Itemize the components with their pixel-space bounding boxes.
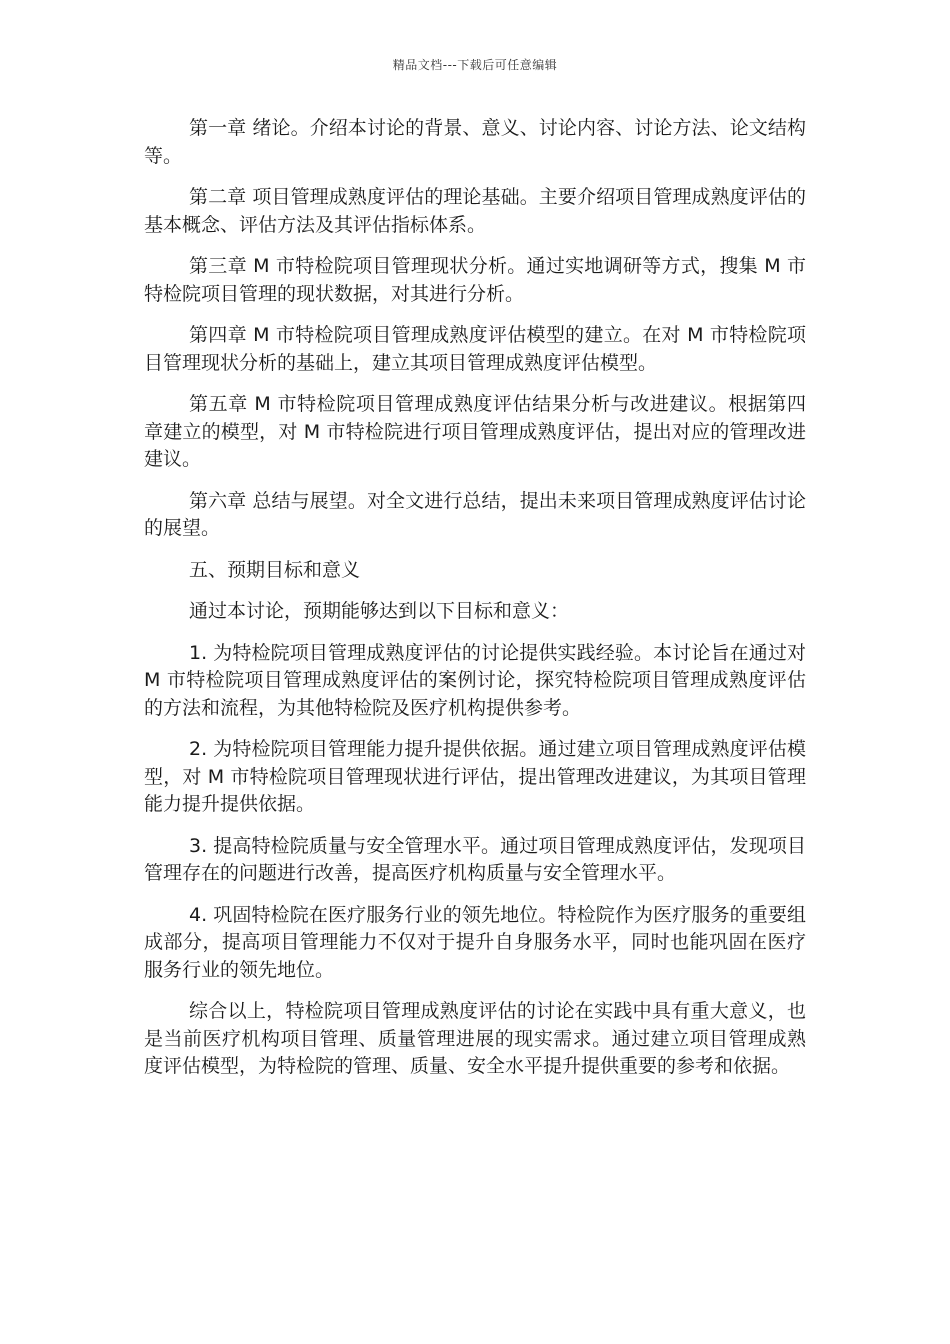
paragraph-chapter-5: 第五章 M 市特检院项目管理成熟度评估结果分析与改进建议。根据第四章建立的模型，对 M 市特检院进行项目管理成熟度评估，提出对应的管理改进建议。 (144, 393, 806, 470)
paragraph-chapter-2: 第二章 项目管理成熟度评估的理论基础。主要介绍项目管理成熟度评估的基本概念、评估方法及其评估指标体系。 (144, 186, 806, 236)
paragraph-chapter-1: 第一章 绪论。介绍本讨论的背景、意义、讨论内容、讨论方法、论文结构等。 (144, 117, 806, 167)
document-body (144, 115, 806, 1095)
paragraph-chapter-3: 第三章 M 市特检院项目管理现状分析。通过实地调研等方式，搜集 M 市特检院项目管理的现状数据，对其进行分析。 (144, 255, 806, 305)
paragraph-goal-2: 2. 为特检院项目管理能力提升提供依据。通过建立项目管理成熟度评估模型，对 M 市特检院项目管理现状进行评估，提出管理改进建议，为其项目管理能力提升提供依据。 (144, 738, 806, 815)
paragraph-goal-1: 1. 为特检院项目管理成熟度评估的讨论提供实践经验。本讨论旨在通过对 M 市特检院项目管理成熟度评估的案例讨论，探究特检院项目管理成熟度评估的方法和流程，为其他特检院及医疗机构提供参考。 (144, 641, 806, 719)
paragraph-goals-intro: 通过本讨论，预期能够达到以下目标和意义： (189, 600, 570, 622)
page-header: 精品文档---下载后可任意编辑 (392, 58, 558, 72)
paragraph-chapter-6: 第六章 总结与展望。对全文进行总结，提出未来项目管理成熟度评估讨论的展望。 (144, 489, 806, 539)
section-heading-goals: 五、预期目标和意义 (189, 558, 361, 581)
paragraph-conclusion: 综合以上，特检院项目管理成熟度评估的讨论在实践中具有重大意义，也是当前医疗机构项目管理、质量管理进展的现实需求。通过建立项目管理成熟度评估模型，为特检院的管理、质量、安全水平提升提供重要的参考和依据。 (144, 1000, 806, 1077)
paragraph-goal-3: 3. 提高特检院质量与安全管理水平。通过项目管理成熟度评估，发现项目管理存在的问题进行改善，提高医疗机构质量与安全管理水平。 (144, 834, 806, 884)
paragraph-goal-4: 4. 巩固特检院在医疗服务行业的领先地位。特检院作为医疗服务的重要组成部分，提高项目管理能力不仅对于提升自身服务水平，同时也能巩固在医疗服务行业的领先地位。 (144, 903, 806, 981)
paragraph-chapter-4: 第四章 M 市特检院项目管理成熟度评估模型的建立。在对 M 市特检院项目管理现状分析的基础上，建立其项目管理成熟度评估模型。 (144, 324, 806, 374)
